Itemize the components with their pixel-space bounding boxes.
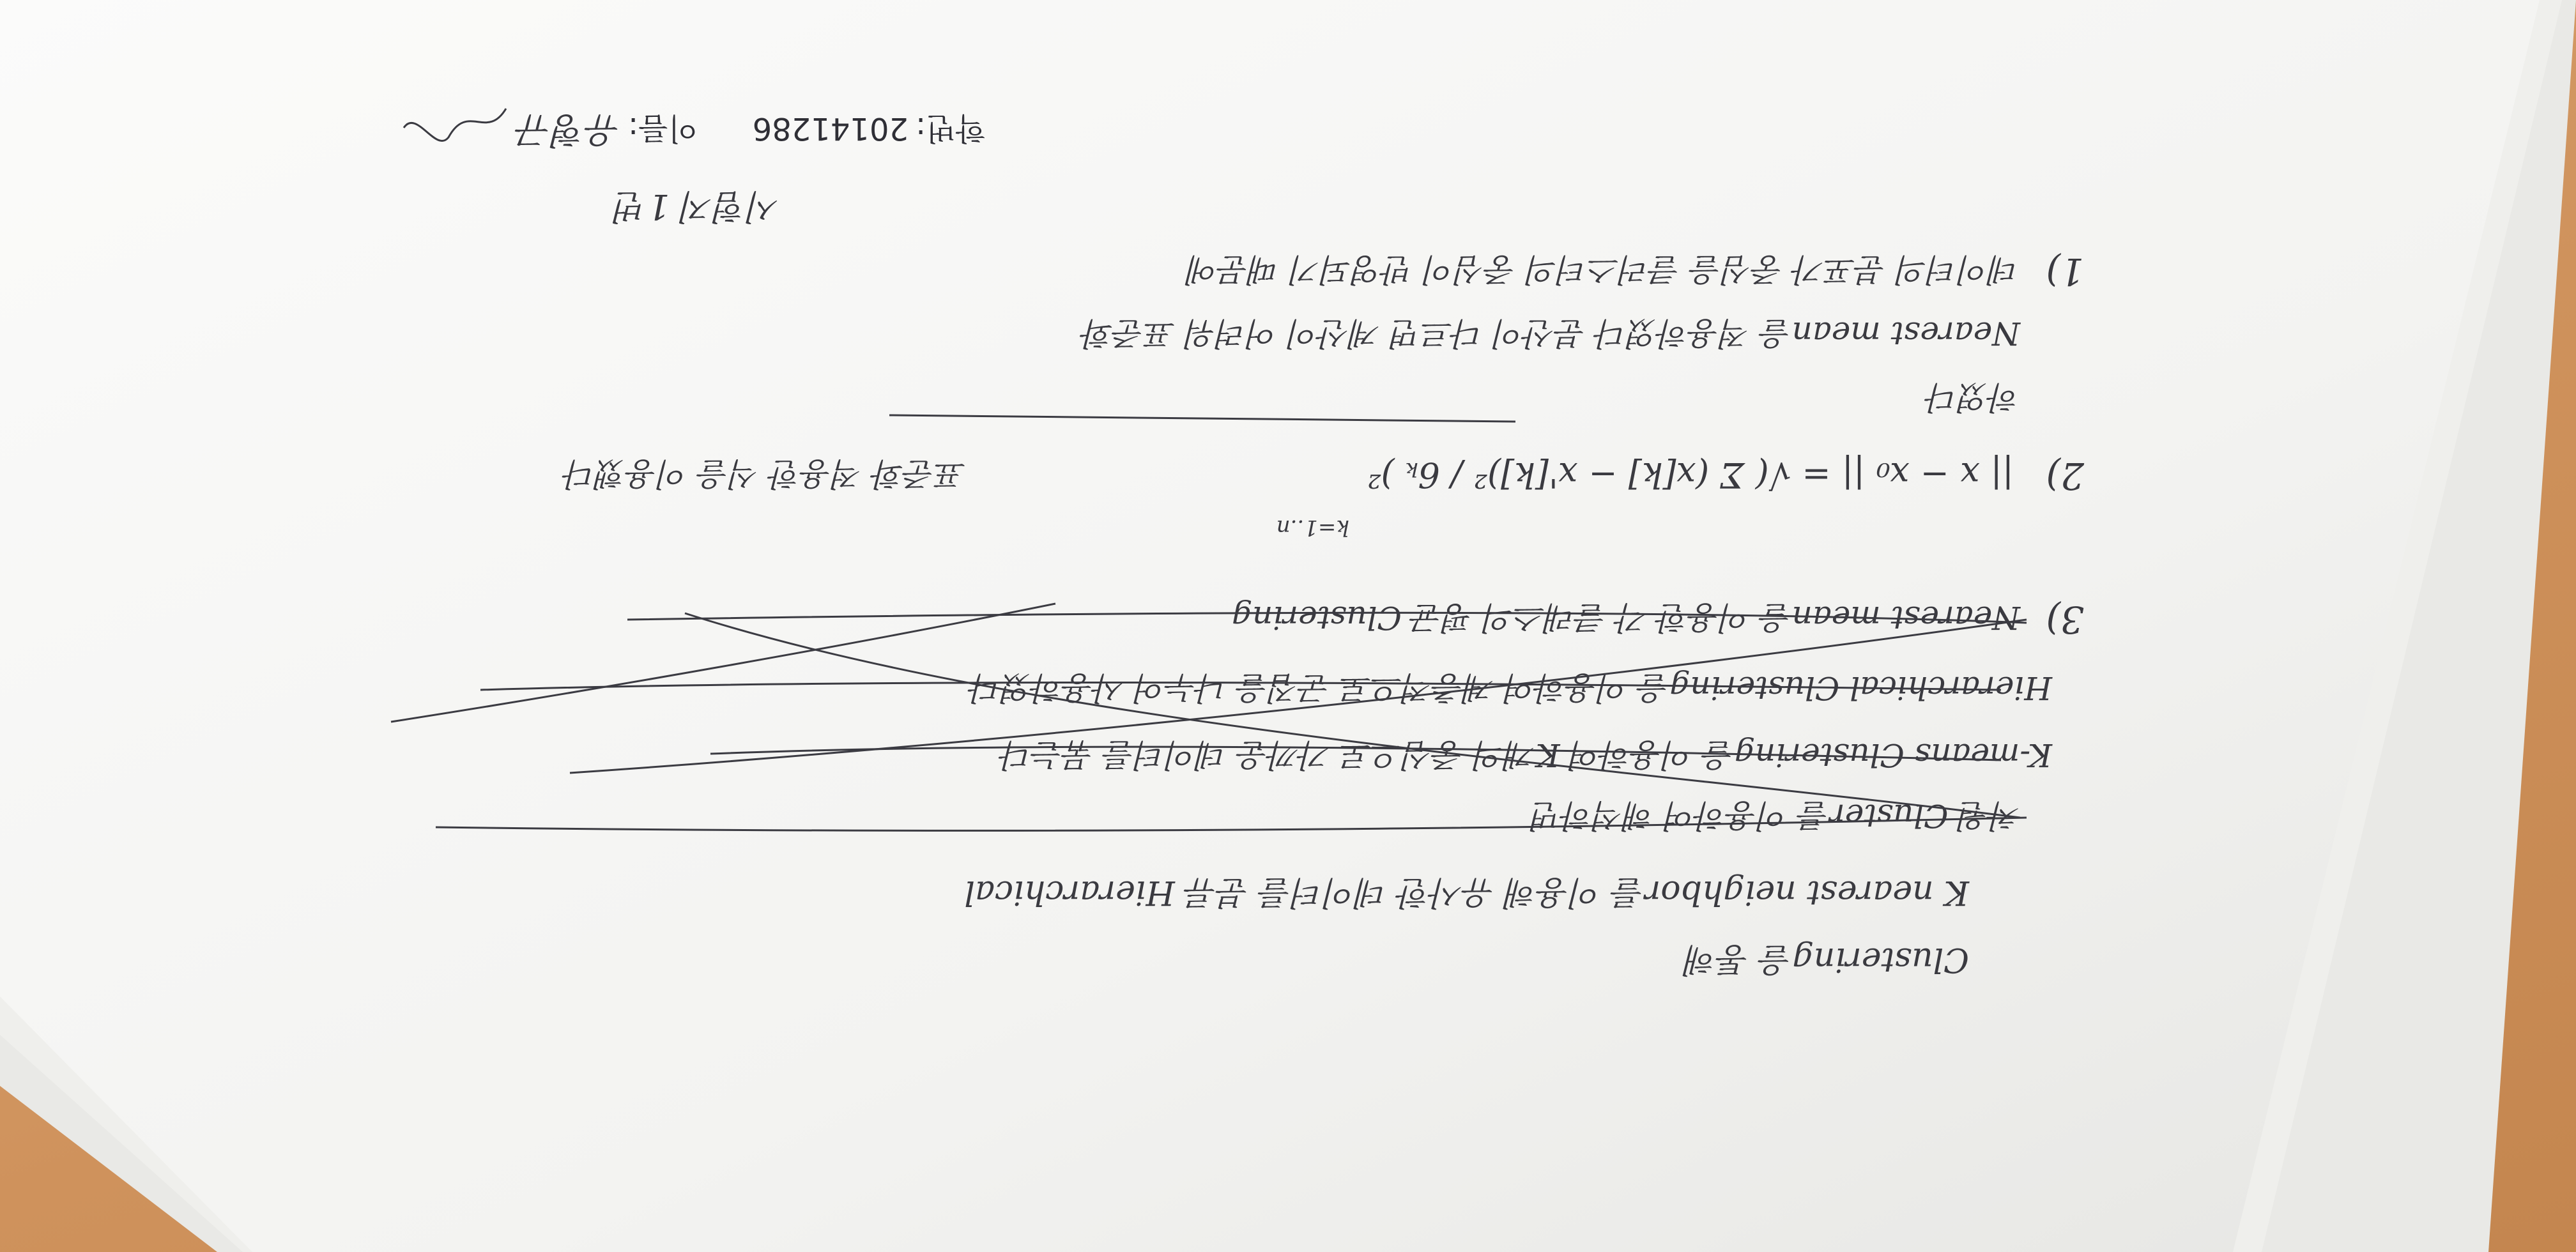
answer-2-number: 2) — [2046, 454, 2084, 498]
section-title: 시험지 1번 — [614, 187, 781, 227]
answer-2-note: 표준화 적용한 식을 이용했다 — [565, 455, 966, 492]
answer-1-number: 1) — [2046, 250, 2084, 293]
answer-3-line-4: 차원 Cluster를 이용하여 해석하면 — [1531, 797, 2020, 834]
answer-3-number: 3) — [2046, 598, 2084, 641]
answer-1-line-2: Nearest mean을 적용하였다 분산이 다르면 계산이 어려워 표준화 — [1083, 315, 2020, 352]
answer-2-formula-sub: k=1..n — [1276, 515, 1349, 540]
answer-1-line-1: 데이터의 분포가 중심을 클러스터의 중심이 반영되기 때문에 — [1188, 251, 2020, 288]
student-id-label: 학번: — [916, 111, 985, 146]
answer-3-line-2: Hierarchical Clustering을 이용하여 계층적으로 군집을 나누어 사용하였다 — [970, 669, 2052, 706]
answer-3-line-1: Nearest mean을 이용한 각 클래스의 평균 Clustering — [1232, 599, 2020, 636]
answer-3-line-6: Clustering을 통해 — [1685, 940, 1969, 979]
answer-1-line-3: 하였다 — [1928, 379, 2020, 416]
answer-3-line-5: K nearest neighbor를 이용해 유사한 데이터를 분류 Hierarchical — [964, 873, 1969, 912]
name-label: 이름: — [628, 111, 698, 146]
student-id: 20141286 — [752, 111, 908, 146]
answer-2-formula: || x − x₀ || = √( Σ (x[k] − x'[k])² / 6ₖ )² — [1367, 455, 2014, 495]
answer-3-line-3: K-means Clustering을 이용하여 K개의 중심으로 가까운 데이터를 묶는다 — [1001, 737, 2052, 774]
student-name: 유형규 — [517, 109, 621, 151]
